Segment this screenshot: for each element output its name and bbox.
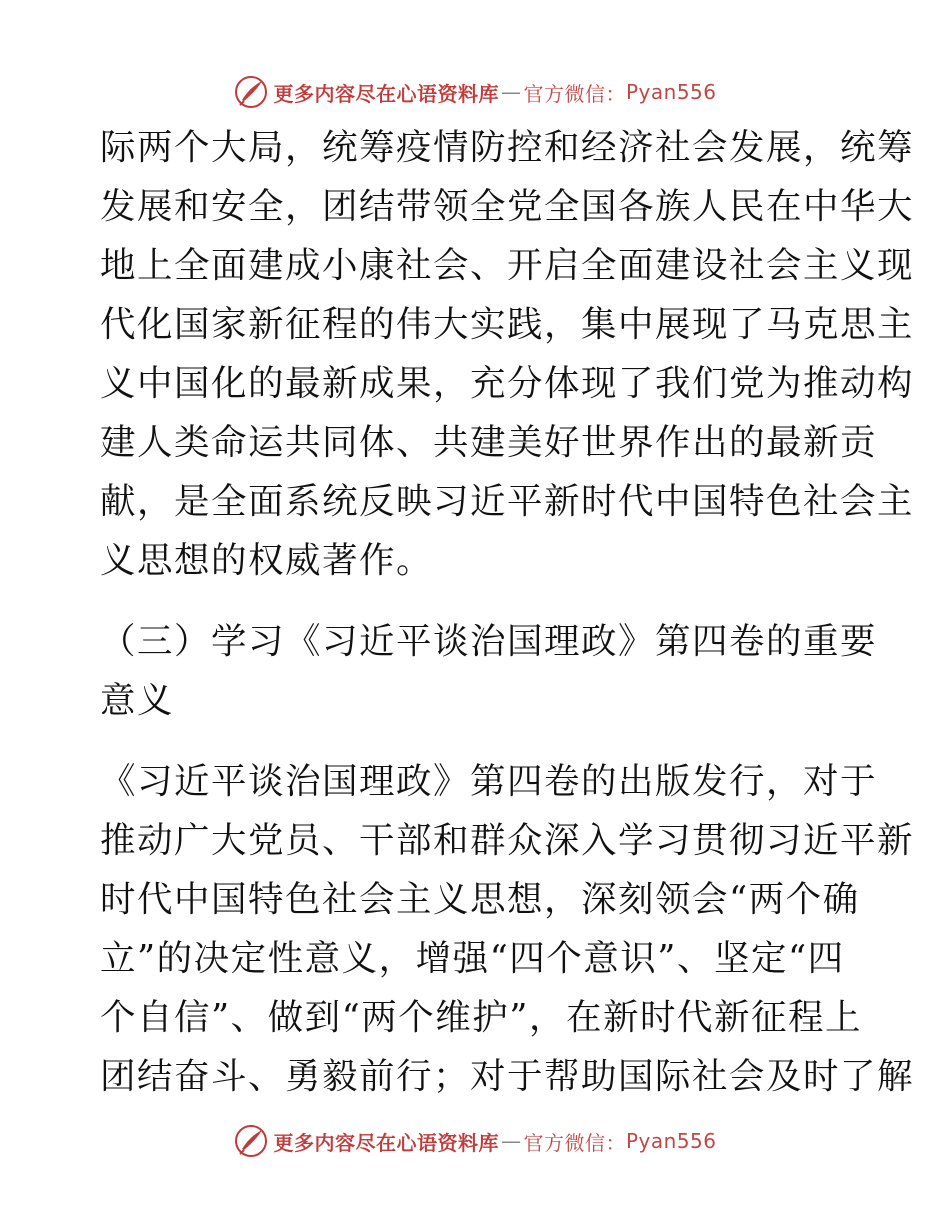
text-line: 代化国家新征程的伟大实践，集中展现了马克思主: [100, 304, 915, 345]
text-line: 立”的决定性意义，增强“四个意识”、坚定“四: [100, 938, 845, 979]
header-wechat-label: 官方微信：: [523, 81, 626, 106]
document-body: [100, 118, 915, 1106]
paragraph-1: [100, 118, 915, 590]
header-brand-text: 更多内容尽在心语资料库: [273, 81, 499, 106]
footer-brand-text: 更多内容尽在心语资料库: [273, 1130, 499, 1155]
text-line: 际两个大局，统筹疫情防控和经济社会发展，统筹: [100, 127, 915, 168]
header-wechat-id: Pyan556: [625, 80, 717, 104]
heading-line: （三）学习《习近平谈治国理政》第四卷的重要: [100, 621, 878, 662]
text-line: 献，是全面系统反映习近平新时代中国特色社会主: [100, 481, 915, 522]
section-heading: [100, 612, 878, 730]
text-line: 个自信”、做到“两个维护”，在新时代新征程上: [100, 997, 862, 1038]
footer-separator: —: [500, 1129, 522, 1153]
heading-line: 意义: [100, 680, 175, 721]
text-line: 义思想的权威著作。: [100, 540, 434, 581]
text-line: 义中国化的最新成果，充分体现了我们党为推动构: [100, 363, 915, 404]
text-line: 推动广大党员、干部和群众深入学习贯彻习近平新: [100, 820, 915, 861]
text-line: 时代中国特色社会主义思想，深刻领会“两个确: [100, 879, 860, 920]
text-line: 建人类命运共同体、共建美好世界作出的最新贡: [100, 422, 878, 463]
text-line: 团结奋斗、勇毅前行；对于帮助国际社会及时了解: [100, 1056, 915, 1097]
quill-logo-icon: [233, 74, 269, 110]
header-separator: —: [500, 80, 522, 104]
text-line: 《习近平谈治国理政》第四卷的出版发行，对于: [100, 761, 878, 802]
text-line: 地上全面建成小康社会、开启全面建设社会主义现: [100, 245, 915, 286]
footer-wechat-label: 官方微信：: [523, 1130, 626, 1155]
quill-logo-icon: [233, 1123, 269, 1159]
paragraph-2: [100, 752, 915, 1106]
text-line: 发展和安全，团结带领全党全国各族人民在中华大: [100, 186, 915, 227]
footer-watermark-banner: [0, 1121, 950, 1161]
header-watermark-banner: [0, 72, 950, 112]
footer-wechat-id: Pyan556: [625, 1129, 717, 1153]
